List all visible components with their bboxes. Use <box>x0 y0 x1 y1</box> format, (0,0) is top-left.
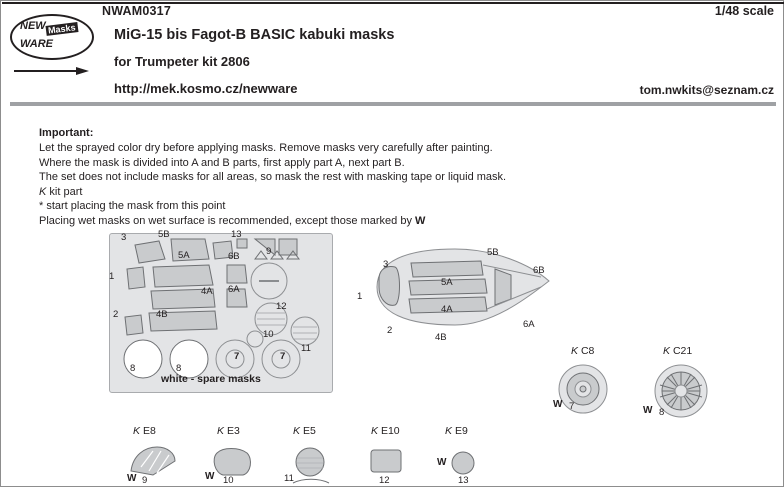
legend-kit-part <box>39 185 639 200</box>
part-caption-E3 <box>217 425 240 437</box>
part-caption-C8 <box>571 345 594 357</box>
fuselage-label-6B: 6B <box>533 265 545 276</box>
kit-glyph-E8: K <box>133 425 141 437</box>
legend-wet-masks <box>39 214 639 229</box>
brand-logo <box>8 8 100 82</box>
wet-mark-E8: W <box>127 473 137 484</box>
fuselage-label-6A: 6A <box>523 319 535 330</box>
part-number-E3: 10 <box>223 475 234 486</box>
kit-part-text: kit part <box>49 185 83 198</box>
fuselage-label-3: 3 <box>383 259 389 270</box>
kit-glyph-E5: K <box>293 425 301 437</box>
kit-glyph-E3: K <box>217 425 225 437</box>
important-line-3: The set does not include masks for all areas, so mask the rest with masking tape or liquid mask. <box>39 171 507 184</box>
sheet-label-7a: 7 <box>234 351 240 362</box>
header <box>2 2 784 106</box>
fuselage-label-1: 1 <box>357 291 363 302</box>
important-line-1: Let the sprayed color dry before applying masks. Remove masks very carefully after painting. <box>39 142 493 154</box>
scale-label: 1/48 scale <box>714 4 774 18</box>
part-caption-E10 <box>371 425 400 437</box>
logo-word-masks: Masks <box>47 22 77 36</box>
kit-part-glyph: K <box>39 185 47 198</box>
logo-arrow-icon <box>14 66 90 76</box>
product-subtitle: for Trumpeter kit 2806 <box>114 54 250 69</box>
part-caption-E8 <box>133 425 156 437</box>
important-notes <box>39 127 639 229</box>
wet-mark-E3: W <box>205 471 215 482</box>
sheet-label-4A: 4A <box>201 286 213 297</box>
sheet-label-11: 11 <box>301 343 311 354</box>
sheet-label-5A: 5A <box>178 250 190 261</box>
sheet-label-10: 10 <box>263 329 274 340</box>
part-code-E5: E5 <box>302 425 316 437</box>
sheet-label-12: 12 <box>276 301 287 312</box>
sheet-label-3: 3 <box>121 232 127 243</box>
wet-mark-C8: W <box>553 399 563 410</box>
wheel-c8-icon <box>553 363 613 423</box>
kit-glyph-C21: K <box>663 345 671 357</box>
sheet-label-2: 2 <box>113 309 119 320</box>
fuselage-label-5B: 5B <box>487 247 499 258</box>
legend-wet-mark: W <box>415 214 426 227</box>
sheet-label-13: 13 <box>231 229 242 240</box>
sheet-label-6B: 6B <box>228 251 240 262</box>
part-code-E10: E10 <box>380 425 400 437</box>
sheet-label-7b: 7 <box>280 351 286 362</box>
fuselage-label-5A: 5A <box>441 277 453 288</box>
kit-glyph-E9: K <box>445 425 453 437</box>
wet-mark-E9: W <box>437 457 447 468</box>
sheet-label-8b: 8 <box>176 363 182 374</box>
fuselage-label-4B: 4B <box>435 332 447 343</box>
part-number-E5: 11 <box>284 473 294 484</box>
part-caption-E5 <box>293 425 316 437</box>
part-caption-C21 <box>663 345 692 357</box>
sheet-label-4B: 4B <box>156 309 168 320</box>
sheet-label-5B: 5B <box>158 229 170 240</box>
wet-mark-C21: W <box>643 405 653 416</box>
kit-glyph-E10: K <box>371 425 379 437</box>
mask-sheet-shapes <box>109 233 331 391</box>
part-code-E9: E9 <box>454 425 468 437</box>
sheet-label-9: 9 <box>266 246 272 257</box>
part-code-C21: C21 <box>672 345 693 357</box>
logo-word-new: NEW <box>20 20 46 32</box>
product-code: NWAM0317 <box>102 4 171 18</box>
part-code-E3: E3 <box>226 425 240 437</box>
part-number-E8: 9 <box>142 475 148 486</box>
part-code-C8: C8 <box>580 345 595 357</box>
legend-wet-text: Placing wet masks on wet surface is recommended, except those marked by <box>39 214 412 227</box>
part-caption-E9 <box>445 425 468 437</box>
part-number-C21: 8 <box>659 407 665 418</box>
sheet-label-1: 1 <box>109 271 115 282</box>
part-number-C8: 7 <box>569 401 575 412</box>
website-link[interactable]: http://mek.kosmo.cz/newware <box>114 81 298 96</box>
legend-start-point: * start placing the mask from this point <box>39 200 226 213</box>
part-number-E9: 13 <box>458 475 469 486</box>
header-divider <box>10 102 776 106</box>
part-number-E10: 12 <box>379 475 390 486</box>
sheet-caption: white - spare masks <box>161 373 261 385</box>
logo-word-ware: WARE <box>20 38 53 50</box>
kit-glyph-C8: K <box>571 345 579 357</box>
sheet-label-6A: 6A <box>228 284 240 295</box>
important-line-2: Where the mask is divided into A and B parts, first apply part A, next part B. <box>39 156 405 169</box>
important-heading: Important: <box>39 127 94 139</box>
sheet-label-8a: 8 <box>130 363 136 374</box>
email-link[interactable]: tom.nwkits@seznam.cz <box>639 83 774 97</box>
fuselage-label-4A: 4A <box>441 304 453 315</box>
fuselage-label-2: 2 <box>387 325 393 336</box>
part-e3-shape <box>209 445 257 479</box>
part-code-E8: E8 <box>142 425 156 437</box>
product-title: MiG-15 bis Fagot-B BASIC kabuki masks <box>114 27 395 43</box>
